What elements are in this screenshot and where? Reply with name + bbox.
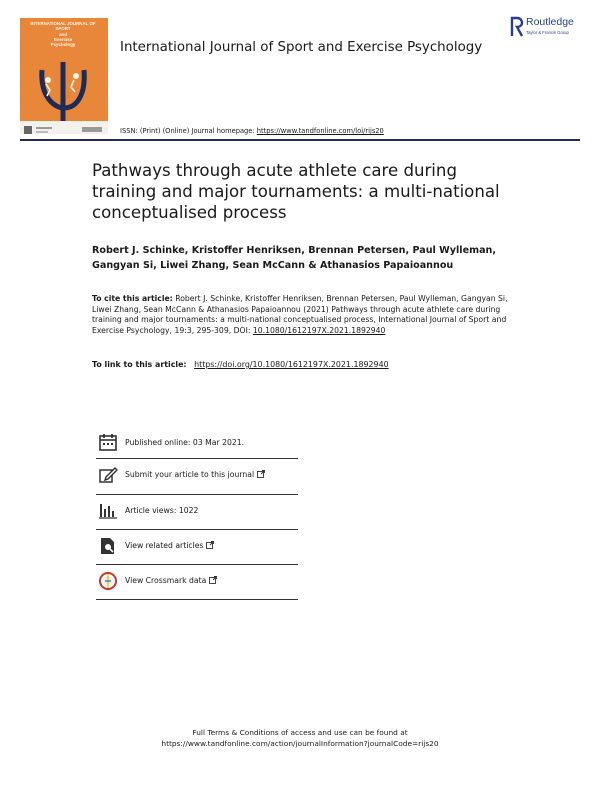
- journal-cover: [20, 18, 108, 134]
- calendar-icon: [98, 432, 118, 452]
- submit-article-link[interactable]: Submit your article to this journal: [125, 470, 265, 479]
- document-search-icon: [98, 536, 118, 556]
- crossmark-link[interactable]: View Crossmark data: [125, 576, 217, 585]
- link-label: To link to this article:: [92, 360, 187, 369]
- cover-title: INTERNATIONAL JOURNAL OF SPORT and Exercise Psychology: [30, 21, 96, 48]
- article-views: Article views: 1022: [125, 506, 199, 515]
- publisher-tagline: Taylor & Francis Group: [526, 30, 569, 35]
- edit-icon: [98, 465, 118, 485]
- journal-name: International Journal of Sport and Exercise Psychology: [120, 40, 483, 55]
- article-info-list: [96, 430, 298, 600]
- terms-text: Full Terms & Conditions of access and use can be found at: [192, 728, 408, 737]
- related-articles-row[interactable]: [96, 530, 298, 565]
- issn-label: ISSN: (Print) (Online) Journal homepage:: [120, 127, 257, 135]
- routledge-logo-icon: [510, 16, 524, 38]
- published-row: [96, 430, 298, 459]
- external-link-icon: [209, 576, 217, 584]
- publisher-logo: [510, 16, 590, 40]
- publisher-name: Routledge: [526, 16, 574, 28]
- citation-label: To cite this article:: [92, 294, 173, 303]
- related-articles-link[interactable]: View related articles: [125, 541, 214, 550]
- header-divider: [20, 139, 580, 141]
- external-link-icon: [257, 470, 265, 478]
- citation-block: [92, 294, 512, 336]
- bar-chart-icon: [98, 501, 118, 521]
- external-link-icon: [206, 541, 214, 549]
- journal-homepage-link[interactable]: https://www.tandfonline.com/loi/rijs20: [256, 127, 384, 135]
- submit-article-row[interactable]: [96, 459, 298, 495]
- cover-logo-icon: [20, 123, 108, 134]
- article-title: Pathways through acute athlete care during training and major tournaments: a multi-national conceptualised process: [92, 161, 500, 222]
- issn-line: [120, 127, 384, 135]
- cover-psi-figure: [20, 18, 108, 134]
- article-authors: Robert J. Schinke, Kristoffer Henriksen, Brennan Petersen, Paul Wylleman, Gangyan Si, Liwei Zhang, Sean McCann & Athanasios Papaioannou: [92, 245, 497, 271]
- crossmark-icon: [98, 571, 118, 591]
- terms-footer: [0, 727, 600, 749]
- views-row: [96, 495, 298, 530]
- terms-url[interactable]: https://www.tandfonline.com/action/journalInformation?journalCode=rijs20: [161, 739, 439, 748]
- published-date: Published online: 03 Mar 2021.: [125, 438, 245, 447]
- cover-footer: [20, 121, 108, 134]
- article-link-line: [92, 360, 389, 369]
- crossmark-row[interactable]: [96, 565, 298, 600]
- citation-text: Robert J. Schinke, Kristoffer Henriksen, Brennan Petersen, Paul Wylleman, Gangyan Si, Liwei Zhang, Sean McCann & Athanasios Papaioannou (2021) Pathways through acute athlete care during training and major tournaments: a multi-national conceptualised process, International Journal of Sport and Exercise Psychology, 19:3, 295-309, DOI:: [92, 294, 508, 335]
- citation-doi-link[interactable]: 10.1080/1612197X.2021.1892940: [252, 325, 386, 335]
- article-doi-link[interactable]: https://doi.org/10.1080/1612197X.2021.1892940: [194, 360, 389, 369]
